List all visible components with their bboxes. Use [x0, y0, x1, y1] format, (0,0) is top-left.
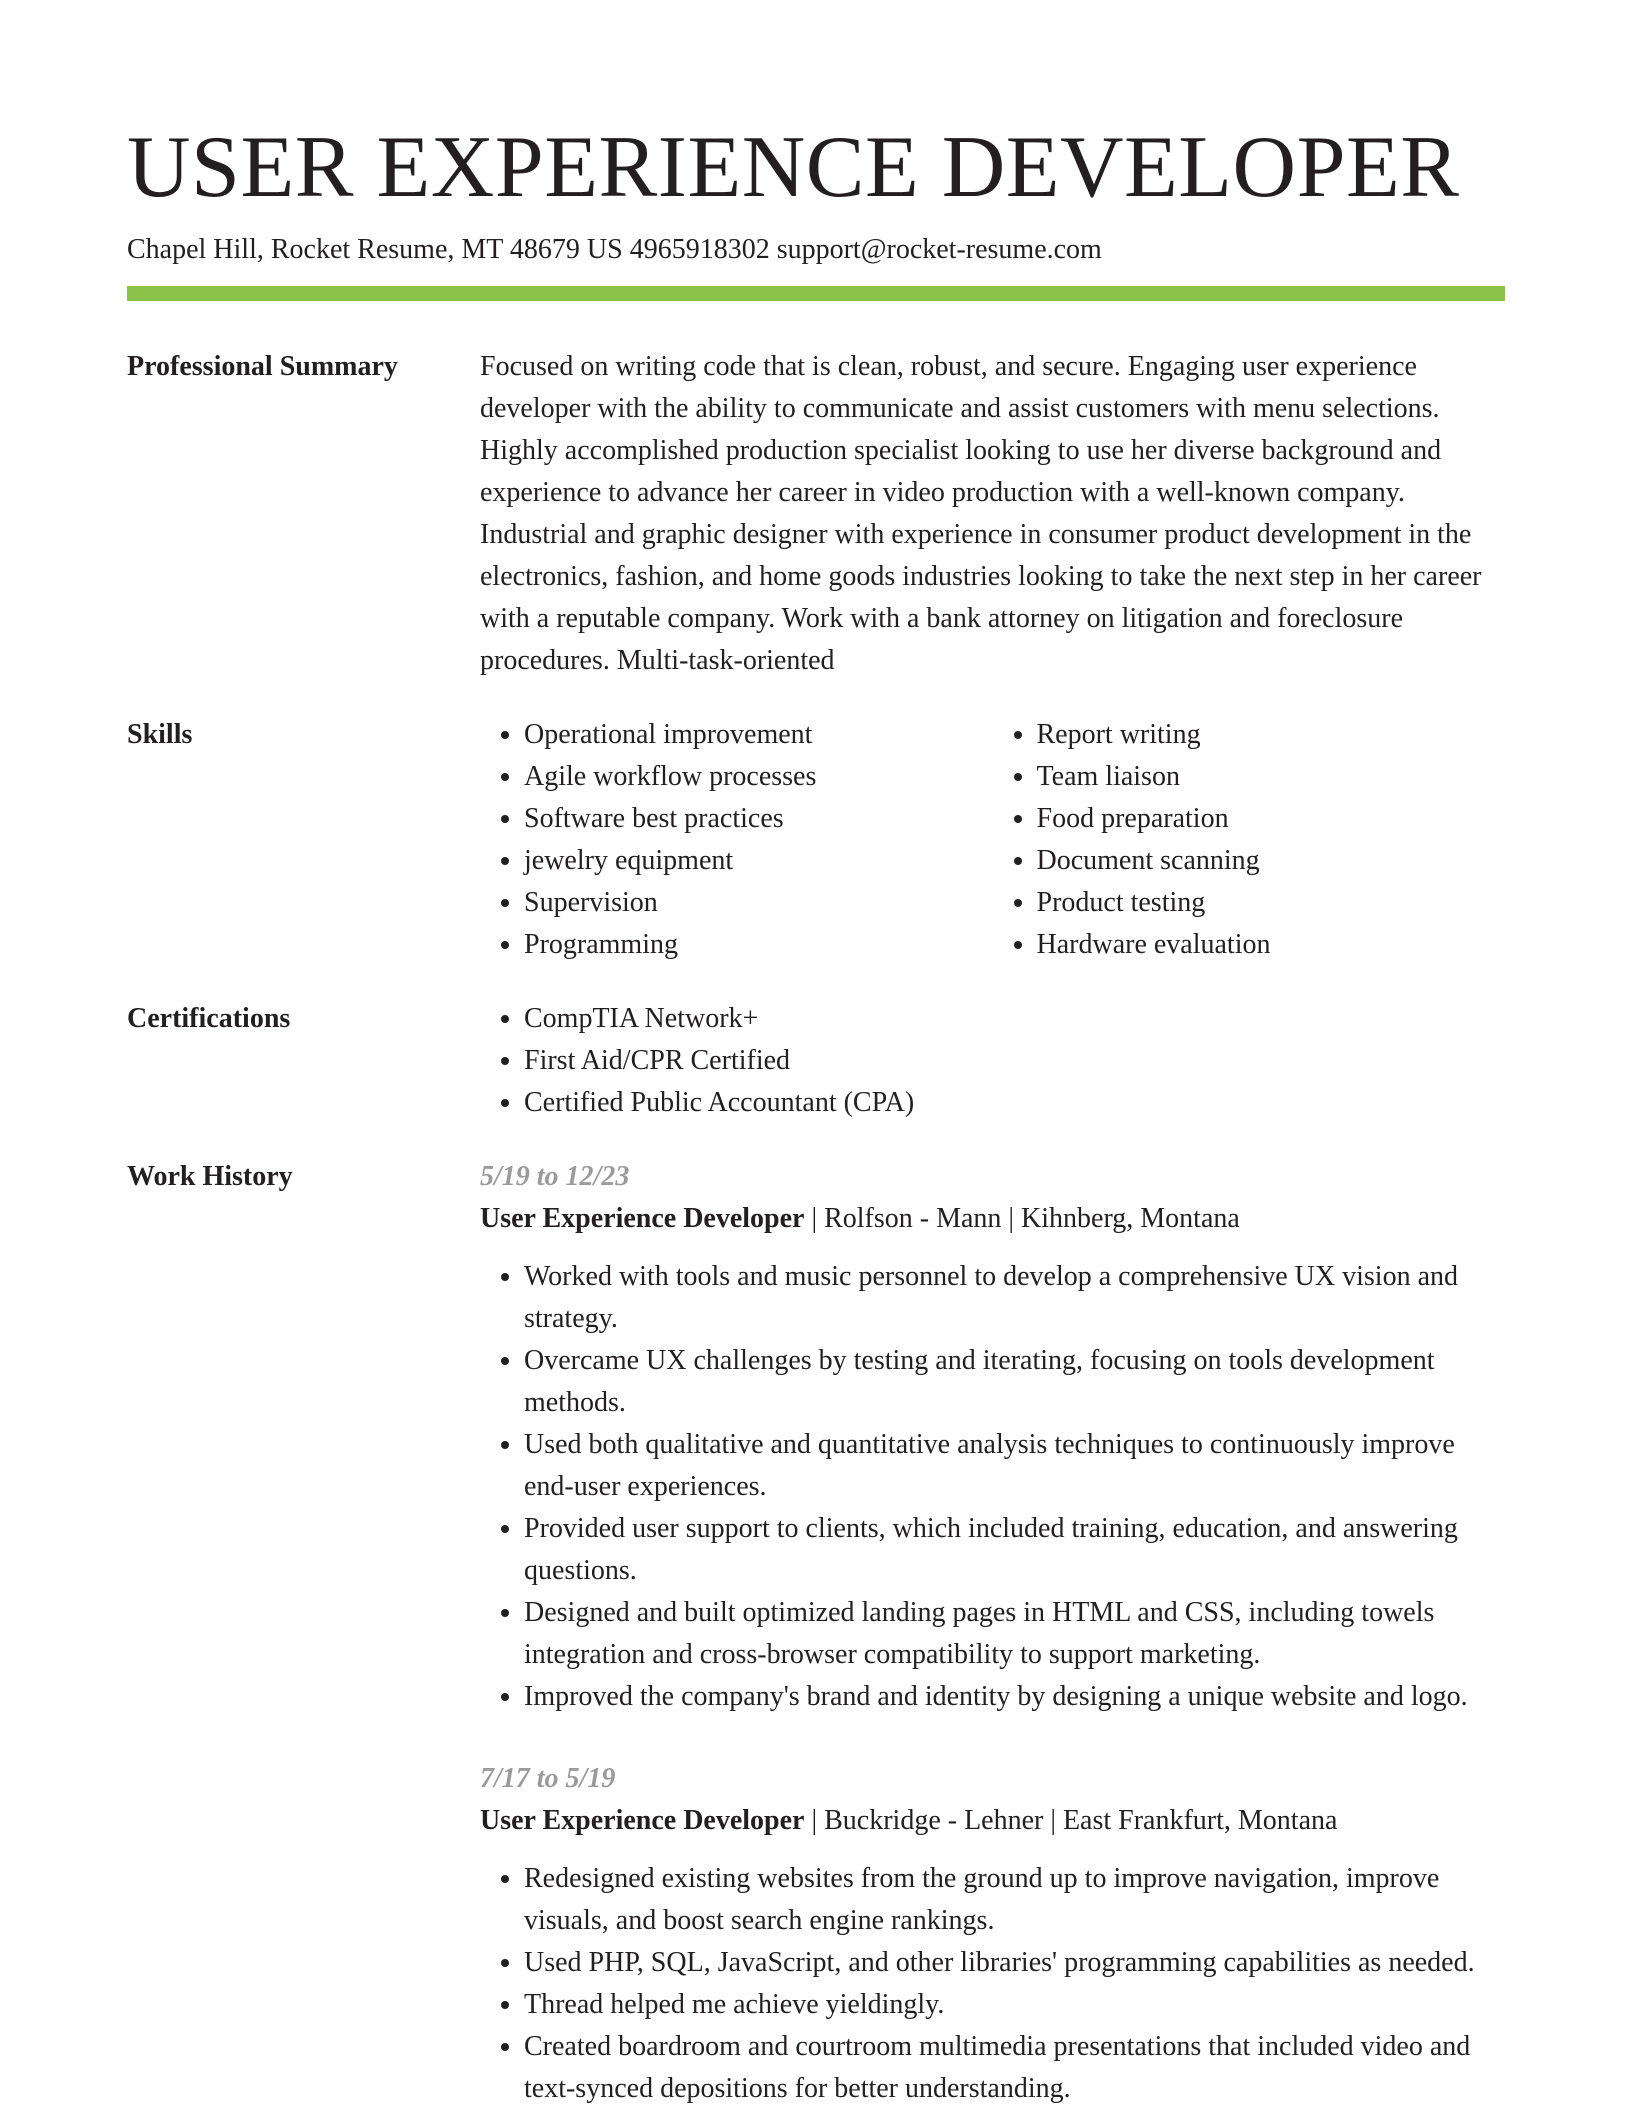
skills-list-right [993, 714, 1506, 966]
job-bullet: • Used both qualitative and quantitative analysis techniques to continuously improve end-user experiences. [524, 1424, 1505, 1508]
contact-line [127, 232, 1102, 268]
certifications-heading: Certifications [127, 1003, 291, 1034]
job-title: User Experience Developer [480, 1203, 805, 1234]
skill-item: • Programming [524, 924, 993, 966]
skill-item: • jewelry equipment [524, 840, 993, 882]
contact-state-zip: MT 48679 [461, 234, 580, 265]
summary-heading: Professional Summary [127, 351, 398, 382]
summary-body [480, 346, 1505, 682]
contact-city: Chapel Hill, [127, 234, 264, 265]
job-bullet: • Redesigned existing websites from the ground up to improve navigation, improve visuals, and boost search engine rankings. [524, 1858, 1505, 1942]
skills-grid [480, 714, 1505, 966]
job-bullet: • Improved the company's brand and identity by designing a unique website and logo. [524, 1676, 1505, 1718]
certifications-list [480, 998, 1505, 1124]
job-details: | Rolfson - Mann | Kihnberg, Montana [804, 1203, 1240, 1234]
resume-name: USER EXPERIENCE DEVELOPER [127, 119, 1460, 216]
job-bullet: • Created boardroom and courtroom multimedia presentations that included video and text-synced depositions for better understanding. [524, 2026, 1505, 2110]
job-bullets [480, 1858, 1505, 2110]
job-bullets [480, 1256, 1505, 1718]
job-dates: 7/17 to 5/19 [480, 1763, 616, 1794]
skill-item: • Product testing [1037, 882, 1506, 924]
accent-divider [127, 286, 1505, 301]
skill-item: • Report writing [1037, 714, 1506, 756]
skill-item: • Food preparation [1037, 798, 1506, 840]
skill-item: • Team liaison [1037, 756, 1506, 798]
skill-item: • Operational improvement [524, 714, 993, 756]
skills-list-left [480, 714, 993, 966]
job-heading [480, 1800, 1505, 1842]
certifications-body [480, 998, 1505, 1124]
work-history-heading: Work History [127, 1161, 293, 1192]
certification-item: • Certified Public Accountant (CPA) [524, 1082, 1505, 1124]
skill-item: • Software best practices [524, 798, 993, 840]
job-entry [480, 1758, 1505, 2110]
job-bullet: • Worked with tools and music personnel to develop a comprehensive UX vision and strategy. [524, 1256, 1505, 1340]
job-heading [480, 1198, 1505, 1240]
skill-item: • Agile workflow processes [524, 756, 993, 798]
job-details: | Buckridge - Lehner | East Frankfurt, Montana [804, 1805, 1338, 1836]
contact-email: support@rocket-resume.com [776, 234, 1102, 265]
job-dates: 5/19 to 12/23 [480, 1161, 630, 1192]
skills-body [480, 714, 1505, 966]
job-bullet: • Provided user support to clients, which included training, education, and answering questions. [524, 1508, 1505, 1592]
contact-country: US [586, 234, 623, 265]
job-title: User Experience Developer [480, 1805, 805, 1836]
certification-item: • CompTIA Network+ [524, 998, 1505, 1040]
job-bullet: • Thread helped me achieve yieldingly. [524, 1984, 1505, 2026]
job-entry [480, 1156, 1505, 1718]
contact-phone: 4965918302 [629, 234, 770, 265]
job-bullet: • Used PHP, SQL, JavaScript, and other libraries' programming capabilities as needed. [524, 1942, 1505, 1984]
skill-item: • Supervision [524, 882, 993, 924]
job-bullet: • Overcame UX challenges by testing and iterating, focusing on tools development methods. [524, 1340, 1505, 1424]
job-bullet: • Designed and built optimized landing pages in HTML and CSS, including towels integration and cross-browser compatibility to support marketing. [524, 1592, 1505, 1676]
skills-heading: Skills [127, 719, 193, 750]
skill-item: • Hardware evaluation [1037, 924, 1506, 966]
contact-street: Rocket Resume, [270, 234, 455, 265]
work-history-body [480, 1156, 1505, 2110]
summary-text: Focused on writing code that is clean, robust, and secure. Engaging user experience developer with the ability to communicate and assist customers with menu selections. Highly accomplished production specialist looking to use her diverse background and experience to advance her career in video production with a well-known company. Industrial and graphic designer with experience in consumer product development in the electronics, fashion, and home goods industries looking to take the next step in her career with a reputable company. Work with a bank attorney on litigation and foreclosure procedures. Multi-task-oriented [480, 351, 1482, 676]
certification-item: • First Aid/CPR Certified [524, 1040, 1505, 1082]
skill-item: • Document scanning [1037, 840, 1506, 882]
